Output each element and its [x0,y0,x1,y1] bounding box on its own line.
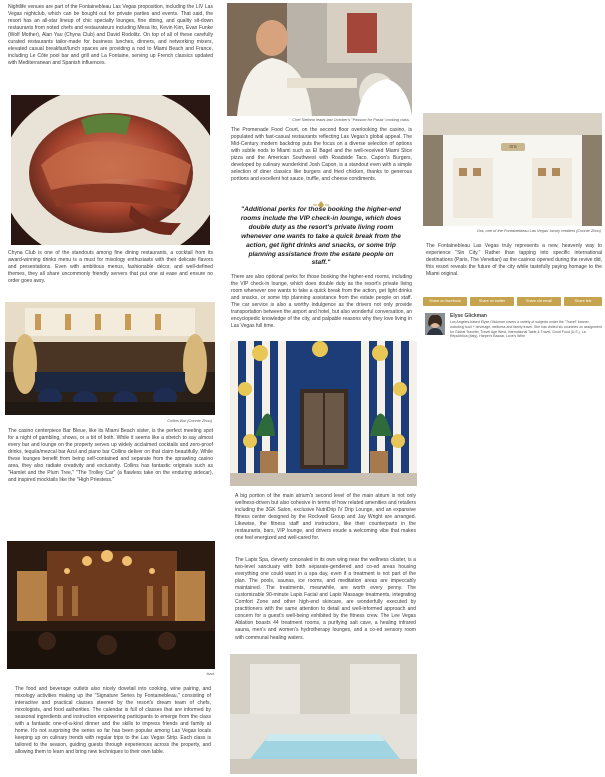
photo-chyna-club-dish [11,95,210,245]
photo-chef-stefano [227,3,412,116]
photo-ora-store [423,113,602,226]
para-casino: The casino centerpiece Bar Bleue, like its Miami Beach sister, is the perfect meeting spot for a night of gambling, shows, or a bit of both. While it seems like a stretch to say almost every bar and lounge on the property serves up widely acclaimed cocktails and zero-proof drinks, tequila/mezcal bar Azul and piano bar Collins deliver on that claim beautifully. While these lounges benefit from being self-contained and separate from the sprawling casino area, they also radiate creativity and exclusivity. Collins has fantastic originals such as "Hamlet and the Plum Tree," "The Trolley Car" (a flawless take on the enduring sidecar), and inspired mocktails like the "High Priestess." [8,428,213,484]
para-chyna-club: Chyna Club is one of the standouts among fine dining restaurants, a cocktail from its award-winning drinks menu is a must for mixology enthusiasts with their delicate flavors and presentations. Even with ambitious menus, fashionable décor, and well-defined themes, they all share uncommonly friendly servers that put one at ease and ensure no order goes awry. [8,250,213,285]
caption-azul: Azul [206,671,214,676]
caption-chef: Chef Stefano leads last October's "Passion for Pasta" cooking class. [292,117,410,122]
photo-lapis-spa [230,654,417,774]
author-avatar [425,313,445,335]
share-twitter-button[interactable]: Share on twitter [470,297,514,306]
store-sign: ora [509,144,517,150]
para-promenade: The Promenade Food Court, on the second floor overlooking the casino, is populated with fast-casual restaurants reflecting Las Vegas's global appeal. The Mid-Century modern backdrop puts the focus on a diverse selection of options with subtle nods to Miami such as El Bagel and the well-received Miami Slice pizza and the American Southwest with Roadside Taco. Capon's Burgers, developed by culinary wunderkind Josh Capon, is a standout even with a simple selection of diner classics like burgers and fried chicken, thanks to generous portions and excellent hot sauce, truffle, and cheese condiments. [231,127,412,183]
caption-ora: Ora, one of the Fontainebleau Las Vegas' luxury retailers (Connie Zhou) [476,228,601,233]
share-facebook-button[interactable]: Share on facebook [423,297,467,306]
para-lapis-spa: The Lapis Spa, cleverly concealed in its own wing near the wellness cluster, is a two-level sanctuary with both separate-gendered and co-ed areas housing everything one could want in a spa day, even if a treatment is not part of the plan. The pools, saunas, ice rooms, and meditation areas are impeccably maintained. The treatments, meanwhile, are worth every penny. The customizable 90-minute Lapis Facial and Lapis Massage treatments, integrating Comfort Zone and other high-end skincare, are wonderfully executed by practitioners with the same attention to detail and well-informed approach and concern for a guest's well-being exhibited by the fitness crew. The Lee Vegas Ablation boasts 44 treatment rooms, a purifying salt cave, a healing infrared sauna, men's and women's hydrotherapy lounges, and a co-ed sensory room with communal healing waters. [235,557,416,641]
photo-collins-bar [5,302,215,415]
para-atrium: A big portion of the main atrium's second level of the main atrium is not only wellness-driven but also cohesive in terms of how related amenities and retailers including the 3GK Salon, exclusive NutriDrip IV Drip Lounge, and an expansive fitness center designed by the Rockwell Group and Jay Wright are arranged. Likewise, the fitness staff and instructors, like their counterparts in the restaurants, bars, VIP lounge, and drivers exude a welcoming vibe that makes one feel energized and well-cared for. [235,493,416,542]
para-nightlife: Nightlife venues are part of the Fontainebleau Las Vegas proposition, including the LIV Las Vegas nightclub, which can be bought out for private parties and events. That said, the resort has an all-star lineup of chic specialty lounges, fine dining, and quality sit-down restaurants from noted chefs and restaurateurs including Mesa Ito, Kevin Kim, Evan Funke (Wolf Mother), Alan Yau (Chyna Club) and David Rodolitz. On top of all of these carefully curated restaurants tailor-made for business lunches, dinners, and networking mixers, elevated casual breakfast/lunch spaces are providing a nod to Miami Beach and France, including Le Côte pool bar and grill and La Fontaine, serving up French classics updated with Mediterranean and Spanish influences. [8,4,213,67]
author-name[interactable]: Elyse Glickman [450,313,487,319]
share-link-button[interactable]: Share link [564,297,602,306]
photo-azul-bar [7,541,215,669]
para-food-beverage: The food and beverage outlets also nicely dovetail into cooking, wine pairing, and mixology activities making up the "Signature Series by Fontainebleau," consisting of interactive and practical classes steered by the resort's dream team of chefs, mixologists, and food authorities. The calendar is full of classes that are informed by seasonal ingredients and instruction empowering participants to emerge from the class with a fantastic one-of-a-kind dinner and the skills to impress friends and family at home. It's not surprising the series so far has been popular among Las Vegas locals keeping up on culinary trends with regular trips to the Las Vegas Strip. Each class is tailored to the season, guiding guests through experiences across the property, and allowing them to learn and bring new techniques to their own table. [15,686,211,756]
share-email-button[interactable]: Share via email [517,297,561,306]
author-bio: Los Angeles-based Elyse Glickman covers a variety of subjects under the "Travel" banner, including food + beverage, wellness and family travel. She has visited six countries on assignment for Global Traveler, Travel Age West, International Table & Travel, Good Food (U.S.), La Repubblica (Italy), Harper's Bazaar, Luxe's Wine [450,320,602,339]
pull-quote: "Additional perks for those booking the higher-end rooms include the VIP check-in lounge, which does double duty as the resort's private living room whenever one wants to take a quick break from the action, get light drinks and snacks, or some trip planning assistance from the estate people on staff." [240,206,402,267]
para-perks: There are also optional perks for those booking the higher-end rooms, including the VIP check-in lounge, which does double duty as the resort's private living room whenever one wants to take a quick break from the action, get light drinks and snacks, or some trip planning assistance from the estate people on staff. The car service is also a worthy indulgence as the drivers not only provide transportation between the airport and hotel, but also wonderful conversation, an encyclopedic knowledge of the city, and palpable reasons why they love living in Las Vegas full time. [231,274,412,330]
photo-atrium-door [230,341,417,486]
caption-collins-bar: Collins Bar (Connie Zhou) [167,418,212,423]
para-sin-city: The Fontainebleau Las Vegas truly represents a new, heavenly way to experience "Sin City." Rather than tapping into specific international destinations (Paris, The Venetian) as the casinos opened during the revive did, this resort reveals the future of the city while tastefully paying homage to the Miami original. [426,243,602,278]
quote-ornament-icon [313,196,329,204]
